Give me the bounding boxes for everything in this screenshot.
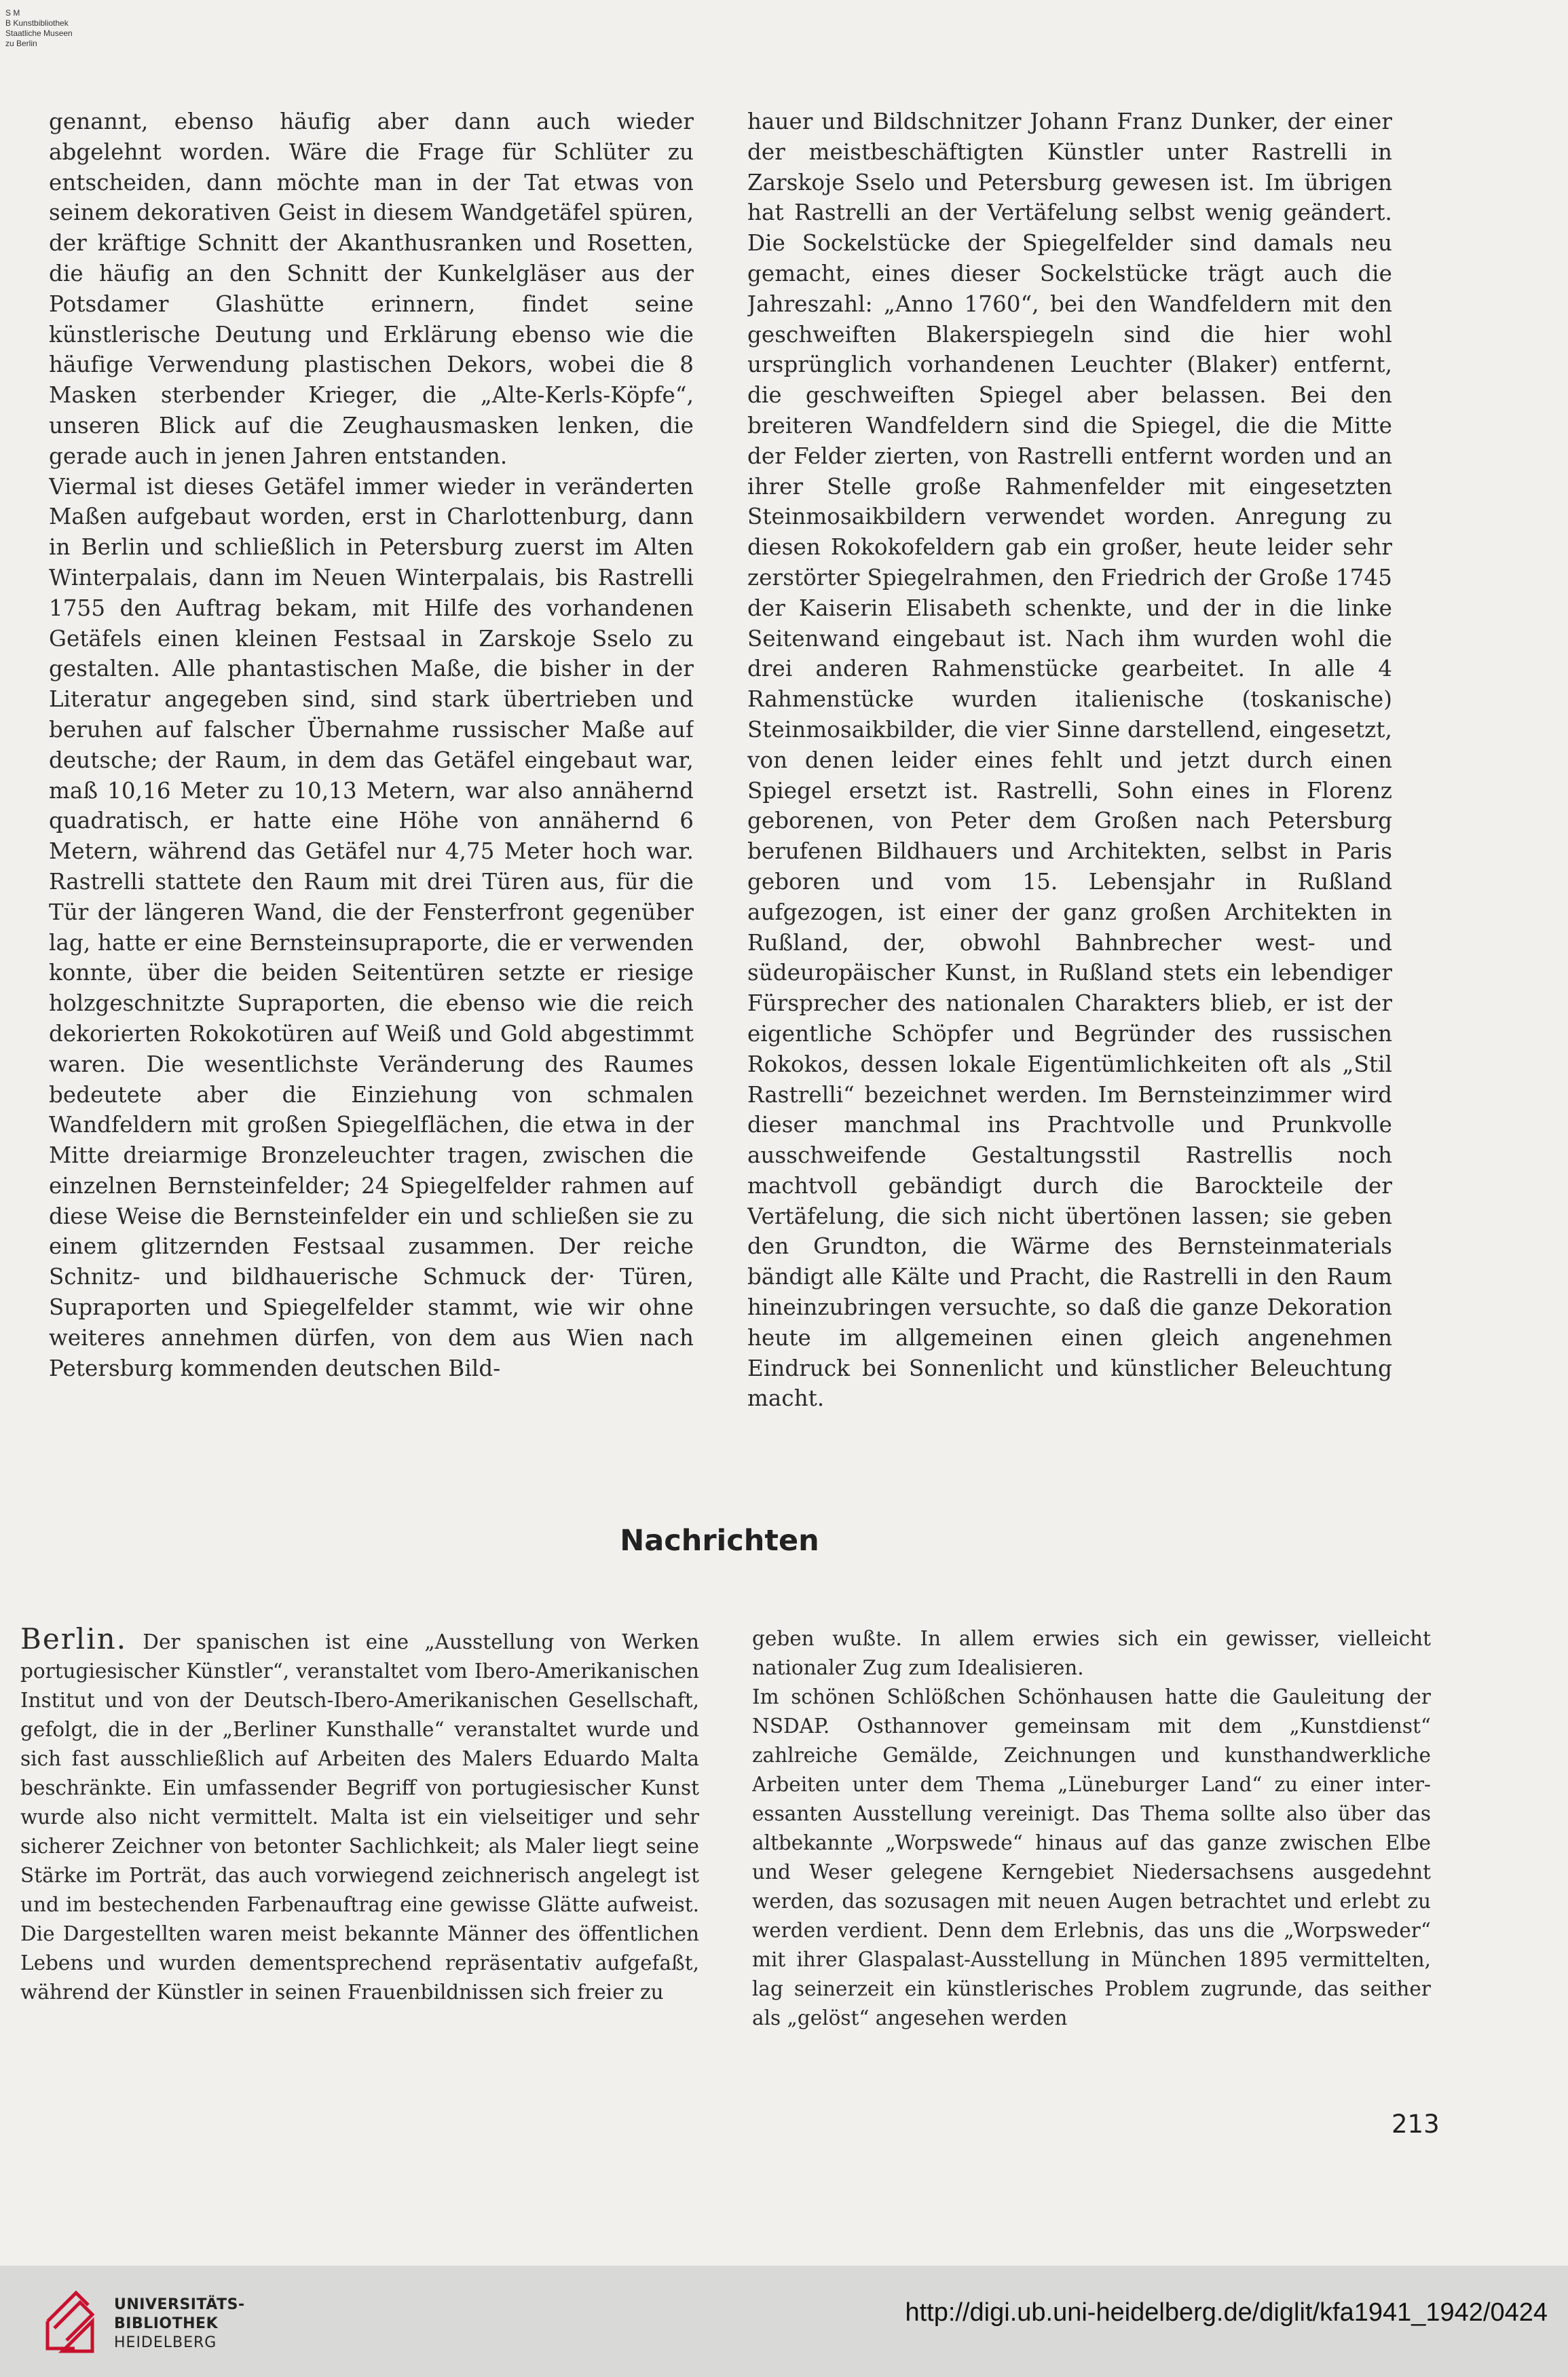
article-paragraph: hauer und Bildschnitzer Johann Franz Dunker, der einer der meistbeschäftigten Künstler unter Rastrelli in Zarskoje Sselo und Petersburg gewesen ist. Im übrigen hat Rastrelli an der Vertäfelung selbst wenig geändert. Die Sockelstücke der Spiegelfelder sind damals neu gemacht, eines dieser Sockelstücke trägt auch die Jahreszahl: „Anno 1760“, bei den Wandfeldern mit den geschweiften Blakerspiegeln sind die hier wohl ursprünglich vorhandenen Leuchter (Blaker) entfernt, die geschweiften Spiegel aber belassen. Bei den breiteren Wandfeldern sind die Spiegel, die die Mitte der Felder zierten, von Rastrelli entfernt worden und an ihrer Stelle große Rahmenfelder mit eingesetzten Steinmosaikbildern verwendet worden. Anregung zu diesen Rokokofeldern gab ein großer, heute leider sehr zerstörter Spiegelrahmen, den Friedrich der Große 1745 der Kaiserin Elisabeth schenkte, und der in die linke Seitenwand eingebaut ist. Nach ihm wurden wohl die drei anderen Rahmenstücke gearbeitet. In alle 4 Rahmenstücke wurden italienische (toskanische) Steinmosaikbilder, die vier Sinne darstellend, eingesetzt, von denen leider eines fehlt und jetzt durch einen Spiegel ersetzt ist. Rastrelli, Sohn eines in Florenz geborenen, von Peter dem Großen nach Petersburg berufenen Bildhauers und Architekten, selbst in Paris geboren und vom 15. Lebensjahr in Rußland aufgezogen, ist einer der ganz großen Architekten in Rußland, der, obwohl Bahnbrecher west- und südeuropäischer Kunst, in Rußland stets ein lebendiger Fürsprecher des nationalen Charakters blieb, er ist der eigentliche Schöpfer und Begründer des russischen Rokokos, dessen lokale Eigentümlichkeiten oft als „Stil Rastrelli“ bezeichnet werden. Im Bernsteinzimmer wird dieser manchmal ins Prachtvolle und Prunkvolle ausschweifende Gestaltungsstil Rastrellis noch machtvoll gebändigt durch die Barockteile der Vertäfelung, die sich nicht übertönen lassen; sie geben den Grundton, die Wärme des Bernsteinmaterials bändigt alle Kälte und Pracht, die Rastrelli in den Raum hineinzubringen versuchte, so daß die ganze Dekoration heute im allgemeinen einen gleich angenehmen Eindruck bei Sonnenlicht und künstlicher Beleuchtung macht. <box>747 109 1392 1412</box>
stamp-line: zu Berlin <box>5 39 37 48</box>
library-stamp <box>5 8 73 49</box>
stamp-line: B Kunstbibliothek <box>5 18 69 28</box>
library-name-line: UNIVERSITÄTS- <box>114 2296 245 2313</box>
news-paragraph <box>20 1624 699 2007</box>
library-name-line: HEIDELBERG <box>114 2334 217 2351</box>
news-text: Der spanischen ist eine „Ausstellung von Werken portugiesischer Künstler“, veranstaltet vom Ibero-Amerikanischen Institut und von der Deutsch-Ibero-Amerikanischen Gesellschaft, gefolgt, die in der „Berliner Kunsthalle“ veranstaltet wurde und sich fast ausschließlich auf Arbeiten des Malers Eduardo Malta beschränkte. Ein umfassender Begriff von portugiesischer Kunst wurde also nicht vermittelt. Malta ist ein vielseitiger und sehr sicherer Zeichner von betonter Sachlichkeit; als Maler liegt seine Stärke im Porträt, das auch vorwiegend zeichnerisch angelegt ist und im bestechenden Farbenauftrag eine gewisse Glätte aufweist. Die Dargestellten waren meist bekannte Männer des öffentlichen Lebens und wurden dementsprechend repräsentativ aufgefaßt, während der Künstler in seinen Frauenbildnissen sich freier zu <box>20 1630 699 2004</box>
source-url-link[interactable]: http://digi.ub.uni-heidelberg.de/diglit/kfa1941_1942/0424 <box>905 2298 1548 2327</box>
news-paragraph: Im schönen Schlößchen Schönhausen hatte die Gauleitung der NSDAP. Osthannover gemeinsam mit dem „Kunstdienst“ zahlreiche Gemälde, Zeichnungen und kunsthandwerkliche Arbeiten unter dem Thema „Lüneburger Land“ zu einer interessanten Ausstellung vereinigt. Das Thema sollte also über das altbekannte „Worpswede“ hinaus auf das ganze zwischen Elbe und Weser gelegene Kerngebiet Niedersachsens ausgedehnt werden, das sozusagen mit neuen Augen betrachtet und erlebt zu werden verdient. Denn dem Erlebnis, das uns die „Worpsweder“ mit ihrer Glaspalast-Ausstellung in München 1895 vermittelten, lag seinerzeit ein künstlerisches Problem zugrunde, das seither als „gelöst“ angesehen werden <box>752 1685 1431 2029</box>
page-number: 213 <box>1392 2110 1440 2139</box>
news-right-column <box>752 1624 1431 2052</box>
article-left-column <box>49 107 694 1437</box>
library-name-line: BIBLIOTHEK <box>114 2315 219 2332</box>
article-paragraph: Viermal ist dieses Getäfel immer wieder in veränderten Maßen aufgebaut worden, erst in Charlottenburg, dann in Berlin und schließlich in Petersburg zuerst im Alten Winterpalais, dann im Neuen Winterpalais, bis Rastrelli 1755 den Auftrag bekam, mit Hilfe des vorhandenen Getäfels einen kleinen Festsaal in Zarskoje Sselo zu gestalten. Alle phantastischen Maße, die bisher in der Literatur angegeben sind, sind stark übertrieben und beruhen auf falscher Übernahme russischer Maße auf deutsche; der Raum, in dem das Getäfel eingebaut war, maß 10,16 Meter zu 10,13 Metern, war also annähernd quadratisch, er hatte eine Höhe von annähernd 6 Metern, während das Getäfel nur 4,75 Meter hoch war. Rastrelli stattete den Raum mit drei Türen aus, für die Tür der längeren Wand, die der Fensterfront gegenüber lag, hatte er eine Bernsteinsupraporte, die er verwenden konnte, über die beiden Seitentüren setzte er riesige holzgeschnitzte Supraporten, die ebenso wie die reich dekorierten Rokokotüren auf Weiß und Gold abgestimmt waren. Die wesentlichste Veränderung des Raumes bedeutete aber die Einziehung von schmalen Wandfeldern mit großen Spiegelflächen, die etwa in der Mitte dreiarmige Bronzeleuchter tragen, zwischen die einzelnen Bernsteinfelder; 24 Spiegelfelder rahmen auf diese Weise die Bernsteinfelder ein und schließen sie zu einem glitzernden Festsaal zusammen. Der reiche Schnitz- und bildhauerische Schmuck der· Türen, Supraporten und Spiegelfelder stammt, wie wir ohne weiteres annehmen dürfen, von dem aus Wien nach Petersburg kommenden deutschen Bild- <box>49 473 694 1381</box>
section-heading: Nachrichten <box>620 1524 819 1558</box>
footer-bar <box>0 2266 1568 2377</box>
news-lead-word: Berlin. <box>20 1624 128 1655</box>
news-paragraph: geben wußte. In allem erwies sich ein gewisser, vielleicht nationaler Zug zum Idealisieren. <box>752 1627 1431 1679</box>
article-paragraph: genannt, ebenso häufig aber dann auch wieder abgelehnt worden. Wäre die Frage für Schlüter zu entscheiden, dann möchte man in der Tat etwas von seinem dekorativen Geist in diesem Wandgetäfel spüren, der kräftige Schnitt der Akanthusranken und Rosetten, die häufig an den Schnitt der Kunkelgläser aus der Potsdamer Glashütte erinnern, findet seine künstlerische Deutung und Erklärung ebenso wie die häufige Verwendung plastischen Dekors, wobei die 8 Masken sterbender Krieger, die „Alte-Kerls-Köpfe“, unseren Blick auf die Zeughausmasken lenken, die gerade auch in jenen Jahren entstanden. <box>49 109 694 469</box>
news-left-column <box>20 1624 699 2052</box>
university-library-logo-icon <box>41 2281 102 2362</box>
article-right-column <box>747 107 1392 1437</box>
stamp-line: S M <box>5 8 20 18</box>
stamp-line: Staatliche Museen <box>5 29 73 38</box>
library-name <box>114 2296 245 2353</box>
